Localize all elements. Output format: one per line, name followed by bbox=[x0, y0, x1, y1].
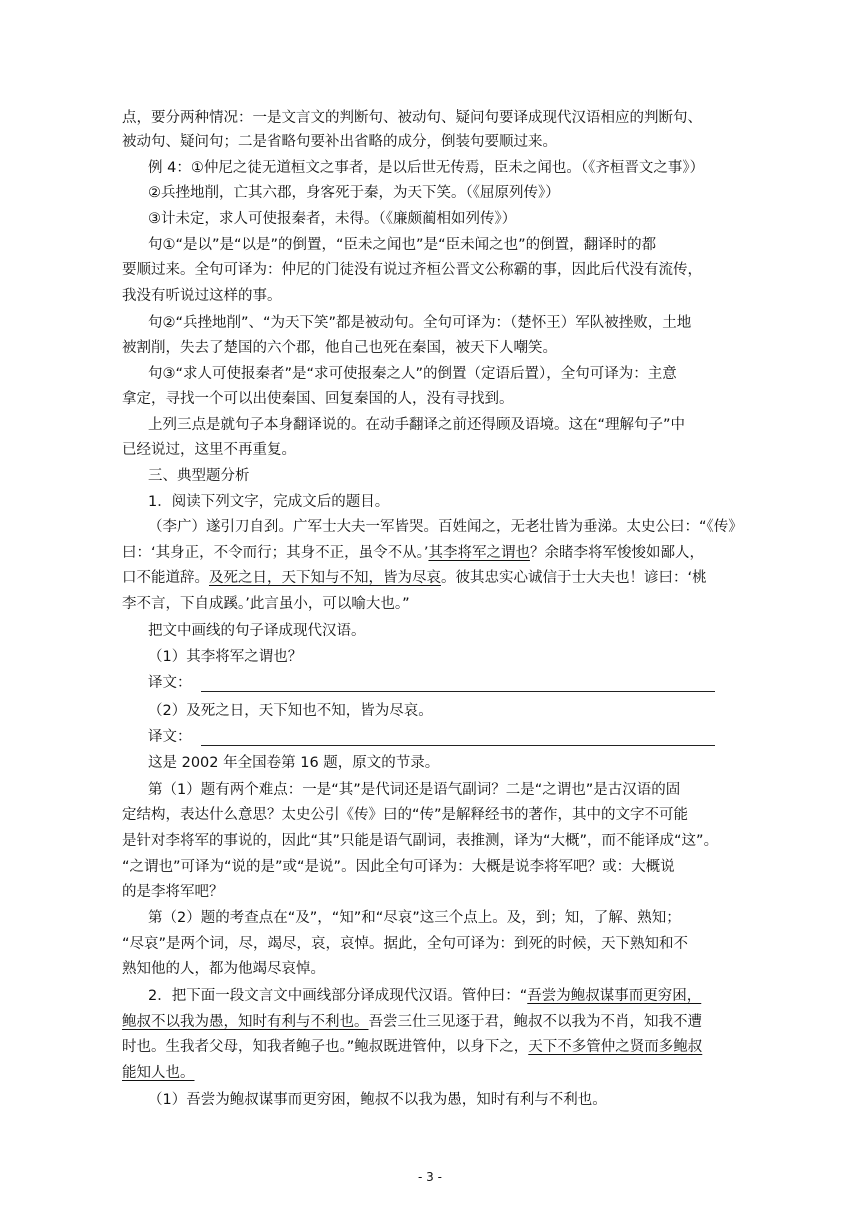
text-line: 是针对李将军的事说的，因此“其”只能是语气副词，表推测，译为“大概”，而不能译成“这”。 bbox=[122, 833, 719, 849]
text-line: 句②“兵挫地削”、“为天下笑”都是被动句。全句可译为：（楚怀王）军队被挫败，土地 bbox=[148, 315, 692, 331]
underlined-sentence: 天下不多管仲之贤而多鲍叔 bbox=[528, 1039, 703, 1055]
passage-text: 2．把下面一段文言文中画线部分译成现代汉语。管仲曰：“ bbox=[148, 988, 528, 1004]
text-line: 要顺过来。全句可译为：仲尼的门徒没有说过齐桓公晋文公称霸的事，因此后代没有流传， bbox=[122, 262, 702, 278]
answer-label: 译文： bbox=[148, 729, 192, 745]
sub-question-2: （2）及死之日，天下知也不知，皆为尽哀。 bbox=[148, 703, 433, 719]
section-heading: 三、典型题分析 bbox=[148, 468, 250, 484]
answer-blank-line[interactable] bbox=[201, 691, 715, 692]
example-4-item-1: 例 4：①仲尼之徒无道桓文之事者，是以后世无传焉，臣未之闻也。（《齐桓晋文之事》） bbox=[148, 160, 705, 176]
passage-text: 。彼其忠实心诚信于士大夫也！谚曰：‘桃 bbox=[441, 570, 707, 586]
question-2-line bbox=[122, 1037, 702, 1057]
text-line: 我没有听说过这样的事。 bbox=[122, 288, 282, 304]
example-4-item-3: ③计未定，求人可使报秦者，未得。（《廉颇蔺相如列传》） bbox=[148, 211, 517, 227]
passage-line: （李广）遂引刀自刭。广军士大夫一军皆哭。百姓闻之，无老壮皆为垂涕。太史公曰：“《传》 bbox=[148, 519, 743, 535]
text-line: 定结构，表达什么意思？太史公引《传》曰的“传”是解释经书的著作，其中的文字不可能 bbox=[122, 807, 689, 823]
example-4-item-2: ②兵挫地削，亡其六郡，身客死于秦，为天下笑。（《屈原列传》） bbox=[148, 185, 560, 201]
text-line: 上列三点是就句子本身翻译说的。在动手翻译之前还得顾及语境。这在“理解句子”中 bbox=[148, 417, 686, 433]
instruction: 把文中画线的句子译成现代汉语。 bbox=[148, 623, 366, 639]
sub-question-1: （1）吾尝为鲍叔谋事而更穷困，鲍叔不以我为愚，知时有利与不利也。 bbox=[148, 1092, 607, 1108]
question-2-line bbox=[122, 1012, 702, 1032]
text-line: 被割削，失去了楚国的六个郡，他自己也死在秦国，被天下人嘲笑。 bbox=[122, 340, 557, 356]
underlined-sentence: 鲍叔不以我为愚，知时有利与不利也。 bbox=[122, 1014, 369, 1030]
text-line: 这是 2002 年全国卷第 16 题，原文的节录。 bbox=[148, 755, 440, 771]
passage-line bbox=[122, 543, 704, 563]
text-line: 第（1）题有两个难点：一是“其”是代词还是语气副词？二是“之谓也”是古汉语的固 bbox=[148, 782, 681, 798]
passage-text: ？余睹李将军悛悛如鄙人， bbox=[529, 545, 704, 561]
text-line: 句③“求人可使报秦者”是“求可使报秦之人”的倒置（定语后置），全句可译为：主意 bbox=[148, 366, 677, 382]
underlined-sentence: 其李将军之谓也 bbox=[428, 545, 530, 561]
passage-text: 吾尝三仕三见逐于君，鲍叔不以我为不肖，知我不遭 bbox=[368, 1014, 702, 1030]
text-line: “之谓也”可译为“说的是”或“是说”。因此全句可译为：大概是说李将军吧？或：大概说 bbox=[122, 859, 675, 875]
page-number: - 3 - bbox=[418, 1170, 442, 1184]
text-line: 被动句、疑问句；二是省略句要补出省略的成分，倒装句要顺过来。 bbox=[122, 134, 557, 150]
passage-line bbox=[122, 568, 707, 588]
passage-text: 口不能道辞。 bbox=[122, 570, 209, 586]
passage-line: 李不言，下自成蹊。’此言虽小，可以喻大也。” bbox=[122, 596, 410, 612]
text-line: 熟知他的人，都为他竭尽哀悼。 bbox=[122, 961, 325, 977]
question-1-prompt: 1．阅读下列文字，完成文后的题目。 bbox=[148, 494, 390, 510]
answer-label: 译文： bbox=[148, 675, 192, 691]
text-line: 拿定，寻找一个可以出使秦国、回复秦国的人，没有寻找到。 bbox=[122, 391, 514, 407]
underlined-sentence: 能知人也。 bbox=[122, 1065, 195, 1081]
question-2-line bbox=[122, 1063, 195, 1083]
text-line: 句①“是以”是“以是”的倒置，“臣未之闻也”是“臣未闻之也”的倒置，翻译时的都 bbox=[148, 237, 657, 253]
text-line: 点，要分两种情况：一是文言文的判断句、被动句、疑问句要译成现代汉语相应的判断句、 bbox=[122, 110, 702, 126]
underlined-sentence: 吾尝为鲍叔谋事而更穷困， bbox=[527, 988, 702, 1004]
text-line: 已经说过，这里不再重复。 bbox=[122, 442, 296, 458]
passage-text: 时也。生我者父母，知我者鲍子也。”鲍叔既进管仲，以身下之， bbox=[122, 1039, 529, 1055]
passage-text: 曰：‘其身正，不令而行；其身不正，虽令不从。’ bbox=[122, 545, 429, 561]
sub-question-1: （1）其李将军之谓也？ bbox=[148, 649, 303, 665]
answer-blank-line[interactable] bbox=[201, 745, 715, 746]
text-line: 的是李将军吧？ bbox=[122, 884, 224, 900]
question-2-line bbox=[148, 986, 701, 1006]
underlined-sentence: 及死之日，天下知与不知，皆为尽哀 bbox=[209, 570, 441, 586]
text-line: 第（2）题的考查点在“及”，“知”和“尽哀”这三个点上。及，到；知，了解、熟知； bbox=[148, 910, 681, 926]
text-line: “尽哀”是两个词，尽，竭尽，哀，哀悼。据此，全句可译为：到死的时候，天下熟知和不 bbox=[122, 936, 689, 952]
